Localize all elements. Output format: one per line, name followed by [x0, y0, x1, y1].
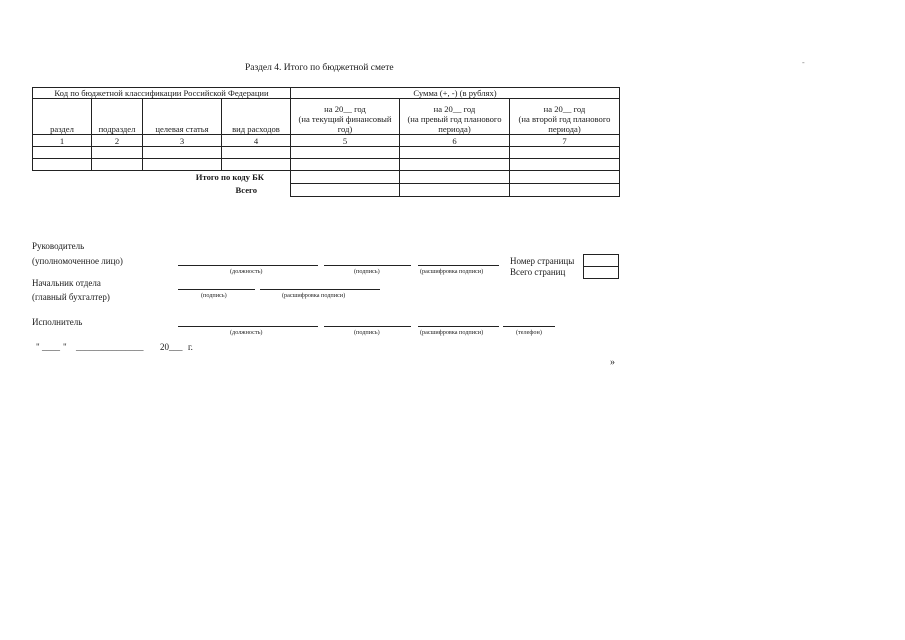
grand-total-label: Всего [235, 185, 257, 195]
year-current-line1: на 20__ год [324, 104, 366, 114]
date-quote-close: " [63, 342, 67, 352]
total-pages-box[interactable] [583, 266, 619, 279]
year-second-line2: (на второй год планового [518, 114, 611, 124]
header-kbk: Код по бюджетной классификации Российской Федерации [33, 88, 291, 99]
col-number-4: 4 [222, 135, 291, 147]
col-number-6: 6 [400, 135, 510, 147]
chief-label: Начальник отдела [32, 278, 101, 288]
col-header-year-first [400, 99, 510, 135]
executor-label: Исполнитель [32, 317, 83, 327]
year-current-line2: (на текущий финансовый [298, 114, 392, 124]
year-second-line1: на 20__ год [543, 104, 586, 114]
chief-decoding-caption: (расшифровка подписи) [282, 292, 346, 299]
executor-phone-caption: (телефон) [516, 329, 542, 336]
year-first-line3: периода) [438, 124, 471, 134]
header-sum: Сумма (+, -) (в рублях) [291, 88, 620, 99]
executor-decoding-line[interactable] [418, 326, 499, 327]
table-row [33, 147, 620, 159]
chief-signature-caption: (подпись) [201, 292, 227, 299]
head-position-line[interactable] [178, 265, 318, 266]
col-number-5: 5 [291, 135, 400, 147]
col-number-2: 2 [92, 135, 143, 147]
year-current-line3: год) [337, 124, 353, 134]
date-quote-open: " [36, 342, 40, 352]
col-number-7: 7 [510, 135, 620, 147]
executor-signature-caption: (подпись) [354, 329, 380, 336]
col-header-year-second [510, 99, 620, 135]
head-decoding-caption: (расшифровка подписи) [420, 268, 484, 275]
head-signature-caption: (подпись) [354, 268, 380, 275]
head-sublabel: (уполномоченное лицо) [32, 256, 123, 266]
total-by-kbk-label: Итого по коду БК [33, 171, 291, 184]
year-first-line2: (на превый год планового [407, 114, 502, 124]
date-month[interactable]: _______________ [76, 342, 144, 352]
head-label: Руководитель [32, 241, 85, 251]
col-number-1: 1 [33, 135, 92, 147]
head-decoding-line[interactable] [418, 265, 499, 266]
date-day[interactable]: ____ [42, 342, 60, 352]
chief-decoding-line[interactable] [260, 289, 380, 290]
chief-signature-line[interactable] [178, 289, 255, 290]
head-position-caption: (должность) [230, 268, 263, 275]
closing-mark: » [610, 357, 615, 368]
col-header-subsection: подраздел [92, 99, 143, 135]
head-signature-line[interactable] [324, 265, 411, 266]
corner-mark: - [802, 58, 805, 67]
col-header-target-item: целевая статья [143, 99, 222, 135]
date-year-suffix: г. [188, 342, 193, 352]
year-first-line1: на 20__ год [433, 104, 476, 114]
table-row [33, 159, 620, 171]
col-header-section: раздел [33, 99, 92, 135]
executor-signature-line[interactable] [324, 326, 411, 327]
executor-phone-line[interactable] [503, 326, 555, 327]
total-pages-label: Всего страниц [510, 267, 566, 277]
col-number-3: 3 [143, 135, 222, 147]
budget-total-table [32, 87, 620, 197]
chief-sublabel: (главный бухгалтер) [32, 292, 110, 302]
section-title: Раздел 4. Итого по бюджетной смете [245, 63, 394, 73]
col-header-year-current [291, 99, 400, 135]
date-year[interactable]: 20___ [160, 342, 183, 352]
executor-position-caption: (должность) [230, 329, 263, 336]
page-number-label: Номер страницы [510, 256, 575, 266]
executor-decoding-caption: (расшифровка подписи) [420, 329, 484, 336]
year-second-line3: периода) [548, 124, 581, 134]
executor-position-line[interactable] [178, 326, 318, 327]
col-header-expense-type: вид расходов [222, 99, 291, 135]
